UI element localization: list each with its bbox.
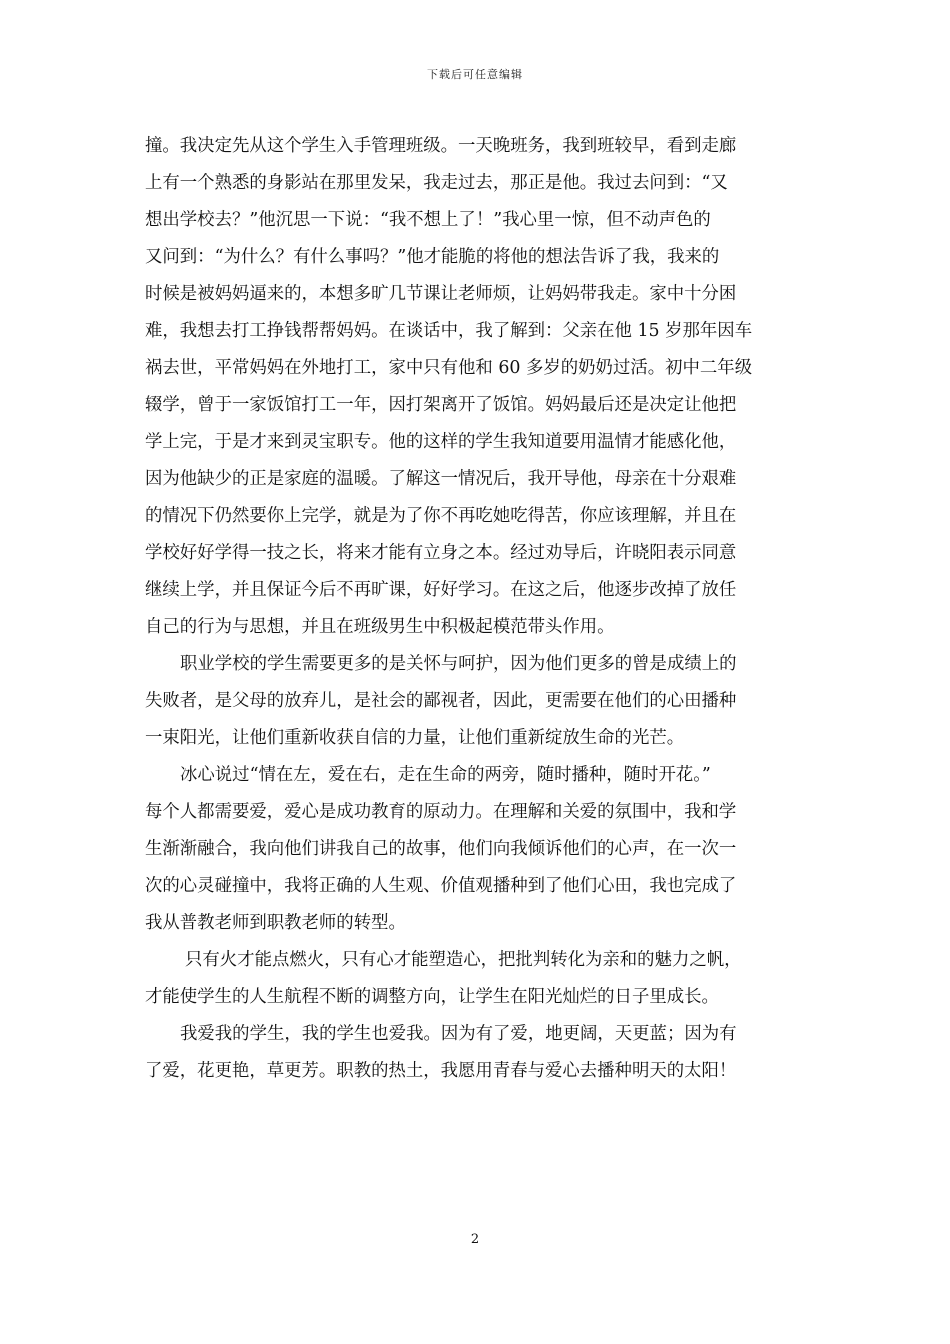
text-line: 只有火才能点燃火，只有心才能塑造心，把批判转化为亲和的魅力之帆， bbox=[185, 950, 742, 970]
text-line: 我爱我的学生，我的学生也爱我。因为有了爱，地更阔，天更蓝；因为有 bbox=[180, 1024, 737, 1044]
text-line: 的情况下仍然要你上完学，就是为了你不再吃她吃得苦，你应该理解，并且在 bbox=[145, 506, 737, 526]
paragraph-4 bbox=[145, 942, 807, 1016]
text-line: 我从普教老师到职教老师的转型。 bbox=[145, 913, 406, 933]
text-line: 时候是被妈妈逼来的，本想多旷几节课让老师烦，让妈妈带我走。家中十分困 bbox=[145, 284, 737, 304]
text-line: 生渐渐融合，我向他们讲我自己的故事，他们向我倾诉他们的心声，在一次一 bbox=[145, 839, 737, 859]
document-body bbox=[145, 128, 807, 1090]
text-line: 撞。我决定先从这个学生入手管理班级。一天晚班务，我到班较早，看到走廊 bbox=[145, 136, 737, 156]
paragraph-2 bbox=[145, 646, 807, 757]
page-header: 下载后可任意编辑 bbox=[427, 68, 523, 81]
text-line: 冰心说过“情在左，爱在右，走在生命的两旁，随时播种，随时开花。” bbox=[180, 765, 711, 785]
paragraph-1 bbox=[145, 128, 807, 646]
text-line: 才能使学生的人生航程不断的调整方向，让学生在阳光灿烂的日子里成长。 bbox=[145, 987, 719, 1007]
text-line: 难，我想去打工挣钱帮帮妈妈。在谈话中，我了解到：父亲在他 15 岁那年因车 bbox=[145, 321, 753, 341]
text-line: 每个人都需要爱，爱心是成功教育的原动力。在理解和关爱的氛围中，我和学 bbox=[145, 802, 737, 822]
text-line: 自己的行为与思想，并且在班级男生中积极起模范带头作用。 bbox=[145, 617, 615, 637]
text-line: 次的心灵碰撞中，我将正确的人生观、价值观播种到了他们心田，我也完成了 bbox=[145, 876, 737, 896]
paragraph-5 bbox=[145, 1016, 807, 1090]
text-line: 祸去世，平常妈妈在外地打工，家中只有他和 60 多岁的奶奶过活。初中二年级 bbox=[145, 358, 753, 378]
text-line: 辍学，曾于一家饭馆打工一年，因打架离开了饭馆。妈妈最后还是决定让他把 bbox=[145, 395, 737, 415]
text-line: 职业学校的学生需要更多的是关怀与呵护，因为他们更多的曾是成绩上的 bbox=[180, 654, 737, 674]
text-line: 上有一个熟悉的身影站在那里发呆，我走过去，那正是他。我过去问到：“又 bbox=[145, 173, 728, 193]
text-line: 又问到：“为什么？有什么事吗？”他才能脆的将他的想法告诉了我，我来的 bbox=[145, 247, 720, 267]
text-line: 失败者，是父母的放弃儿，是社会的鄙视者，因此，更需要在他们的心田播种 bbox=[145, 691, 737, 711]
text-line: 学上完，于是才来到灵宝职专。他的这样的学生我知道要用温情才能感化他， bbox=[145, 432, 737, 452]
text-line: 想出学校去？”他沉思一下说：“我不想上了！”我心里一惊，但不动声色的 bbox=[145, 210, 711, 230]
paragraph-3 bbox=[145, 757, 807, 942]
text-line: 继续上学，并且保证今后不再旷课，好好学习。在这之后，他逐步改掉了放任 bbox=[145, 580, 737, 600]
text-line: 学校好好学得一技之长，将来才能有立身之本。经过劝导后，许晓阳表示同意 bbox=[145, 543, 737, 563]
text-line: 了爱，花更艳，草更芳。职教的热土，我愿用青春与爱心去播种明天的太阳！ bbox=[145, 1061, 737, 1081]
text-line: 因为他缺少的正是家庭的温暖。了解这一情况后，我开导他，母亲在十分艰难 bbox=[145, 469, 737, 489]
text-line: 一束阳光，让他们重新收获自信的力量，让他们重新绽放生命的光芒。 bbox=[145, 728, 685, 748]
page-number: 2 bbox=[470, 1232, 480, 1247]
